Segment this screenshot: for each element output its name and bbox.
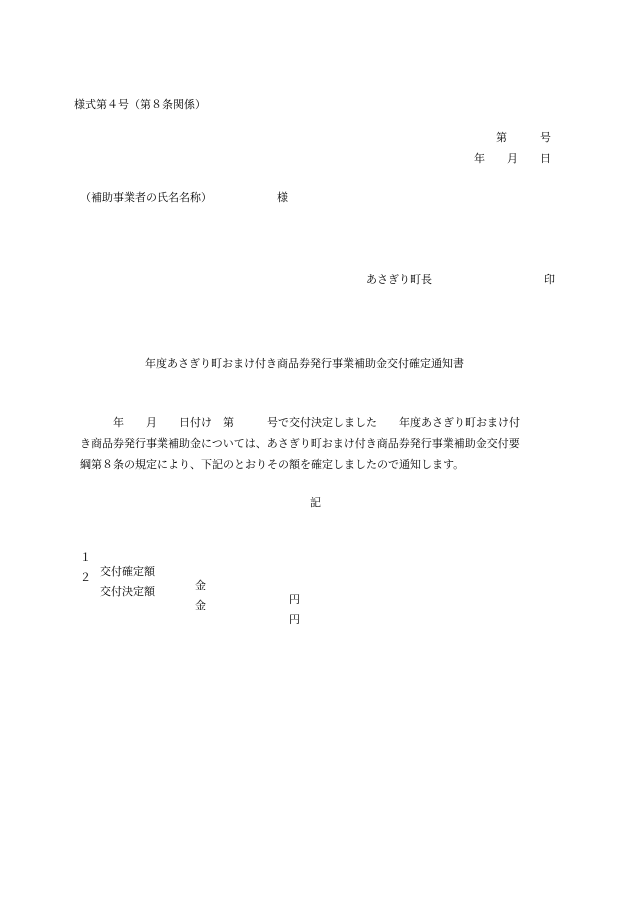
item-kin: 金 bbox=[195, 579, 206, 592]
document-number: 第 号 bbox=[496, 131, 551, 144]
addressee-name: （補助事業者の氏名名称） bbox=[80, 191, 212, 204]
item-label: 交付決定額 bbox=[100, 585, 155, 598]
item-number: １ bbox=[80, 551, 91, 564]
item-kin: 金 bbox=[195, 599, 206, 612]
item-number: ２ bbox=[80, 571, 91, 584]
issuer-name: あさぎり町長 bbox=[366, 273, 432, 286]
body-line: 年 月 日付け 第 号で交付決定しました 年度あさぎり町おまけ付 bbox=[80, 416, 520, 429]
document-title: 年度あさぎり町おまけ付き商品券発行事業補助金交付確定通知書 bbox=[145, 357, 464, 370]
form-number: 様式第４号（第８条関係） bbox=[74, 98, 206, 111]
item-yen: 円 bbox=[289, 613, 300, 626]
body-line: き商品券発行事業補助金については、あさぎり町おまけ付き商品券発行事業補助金交付要 bbox=[80, 437, 520, 450]
ki-heading: 記 bbox=[310, 496, 321, 509]
body-line: 綱第８条の規定により、下記のとおりその額を確定しましたので通知します。 bbox=[80, 458, 465, 471]
document-date: 年 月 日 bbox=[474, 152, 551, 165]
addressee-honorific: 様 bbox=[277, 191, 288, 204]
body-paragraph bbox=[80, 412, 560, 475]
item-yen: 円 bbox=[289, 593, 300, 606]
seal-mark: 印 bbox=[544, 273, 555, 286]
item-label: 交付確定額 bbox=[100, 565, 155, 578]
